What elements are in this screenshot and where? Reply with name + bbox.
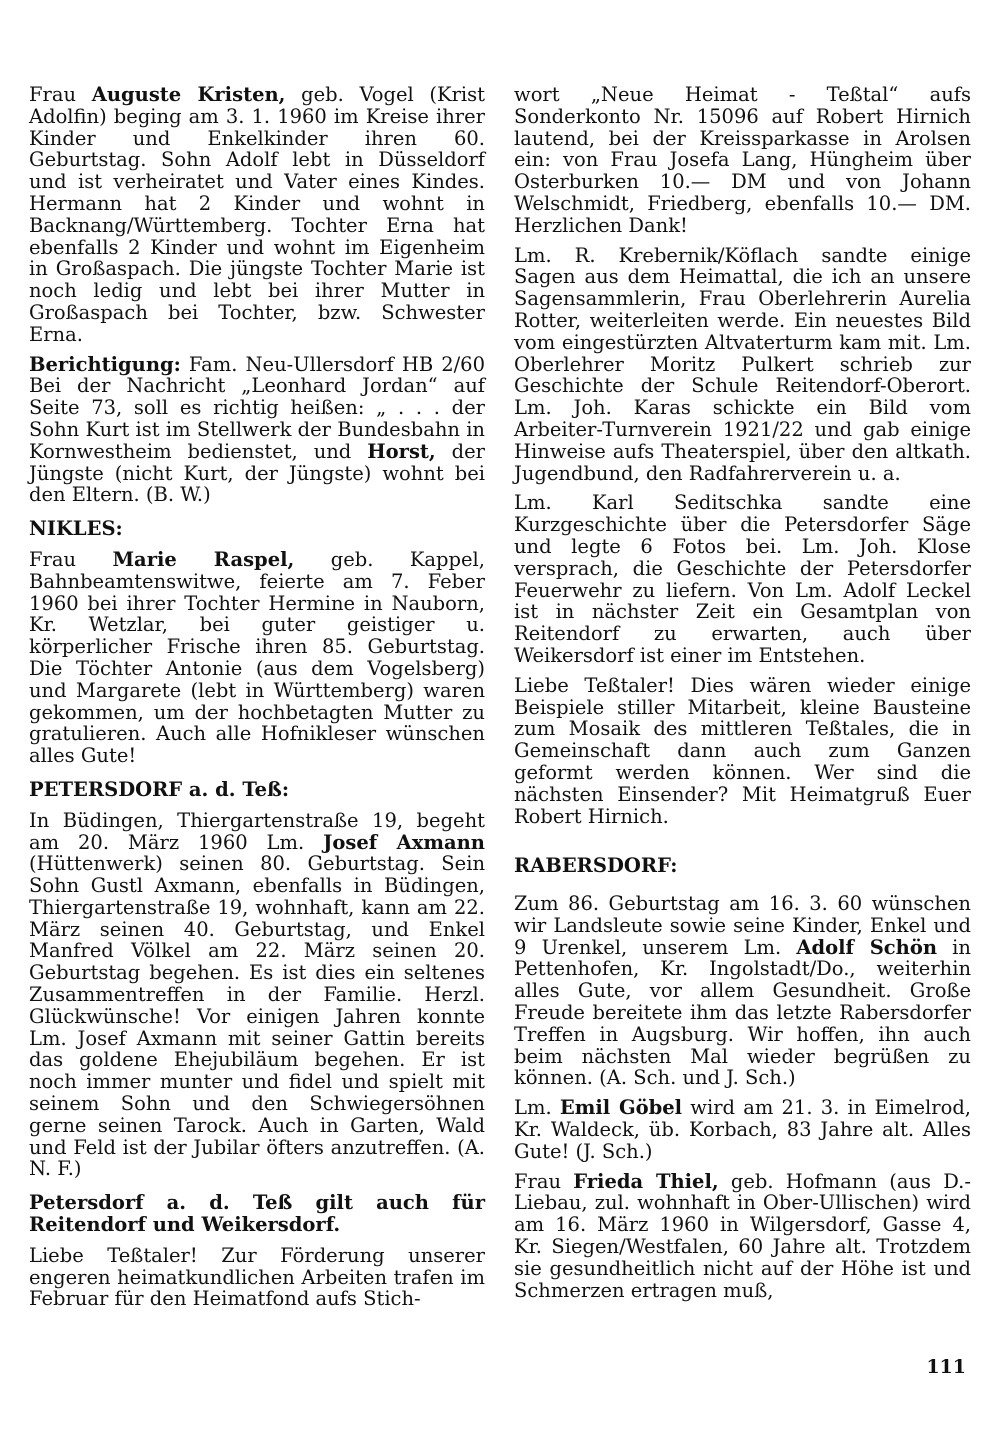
text: In Büdingen, Thiergartenstraße 19, begeht am 20. März 1960 Lm. <box>29 808 485 854</box>
person-name: Adolf Schön <box>796 935 938 959</box>
text: der Jüngste (nicht Kurt, der Jüngste) wohnt bei den Eltern. (B. W.) <box>29 439 485 507</box>
text: Fam. Neu-Ullersdorf HB 2/60 Bei der Nachricht „Leonhard Jordan“ auf Seite 73, soll es richtig heißen: „ . . . der Sohn Kurt ist im Stellwerk der Bundesbahn in Kornwestheim bedienstet, und <box>29 352 485 463</box>
text: Zum 86. Geburtstag am 16. 3. 60 wünschen wir Landsleute sowie seine Kinder, Enkel und 9 Urenkel, unserem Lm. <box>514 892 971 959</box>
paragraph-krebernik: Lm. R. Krebernik/Köflach sandte einige Sagen aus dem Heimattal, die ich an unsere Sagensammlerin, Frau Oberlehrerin Aurelia Rotter, weiterleiten werde. Ein neuestes Bild vom eingestürzten Altvaterturm kam mit. Lm. Oberlehrer Moritz Pulkert schrieb zur Geschichte der Schule Reitendorf-Oberort. Lm. Joh. Karas schickte ein Bild vom Arbeiter-Turnverein 1921/22 und gab einige Hinweise aufs Theaterspiel, über den altkath. Jugendbund, den Radfahrerverein u. a. <box>514 243 971 485</box>
person-name: Emil Göbel <box>559 1096 683 1120</box>
text: (Hüttenwerk) seinen 80. Geburtstag. Sein Sohn Gustl Axmann, ebenfalls in Büdingen, Thiergartenstraße 19, wohnhaft, kann am 22. März seinen 40. Geburtstag, und Enkel Manfred Völkel am 22. März seinen 20. Geburtstag begehen. Es ist dies ein seltenes Zusammentreffen in der Familie. Herzl. Glückwünsche! Vor einigen Jahren konnte Lm. Josef Axmann mit seiner Gattin bereits das goldene Ehejubiläum begehen. Er ist noch immer munter und fidel und spielt mit seinem Sohn und den Schwiegersöhnen gerne seinen Tarock. Auch in Garten, Wald und Feld ist der Jubilar öfters anzutreffen. (A. N. F.) <box>29 852 485 1181</box>
person-name: Horst, <box>367 439 436 463</box>
page-number: 111 <box>926 1356 966 1378</box>
text: geb. Vogel (Krist Adolfin) beging am 3. 1. 1960 im Kreise ihrer Kinder und Enkelkinder ihren 60. Geburtstag. Sohn Adolf lebt in Düsseldorf und ist verheiratet und Vater eines Kindes. Hermann hat 2 Kinder und wohnt in Backnang/Württemberg. Tochter Erna hat ebenfalls 2 Kinder und wohnt im Eigenheim in Großaspach. Die jüngste Tochter Marie ist noch ledig und lebt bei ihrer Mutter in Großaspach bei Tochter, bzw. Schwester Erna. <box>29 83 485 346</box>
text: Lm. <box>514 1096 560 1120</box>
text: wird am 21. 3. in Eimelrod, Kr. Waldeck, üb. Korbach, 83 Jahre alt. Alles Gute! (J. Sch.) <box>514 1096 971 1163</box>
heading-rabersdorf: RABERSDORF: <box>514 854 678 878</box>
paragraph-kristen <box>29 84 485 346</box>
paragraph-schoen <box>514 893 971 1089</box>
paragraph-liebe-tesstaler-1: Liebe Teßtaler! Zur Förderung unserer engeren heimatkundlichen Arbeiten trafen im Februar für den Heimatfond aufs Stich- <box>29 1243 485 1311</box>
heading-reitendorf: Petersdorf a. d. Teß gilt auch für Reitendorf und Weikersdorf. <box>29 1191 485 1237</box>
person-name: Josef Axmann <box>323 830 485 854</box>
paragraph-axmann <box>29 810 485 1181</box>
paragraph-thiel <box>514 1171 971 1302</box>
text: geb. Hofmann (aus D.-Liebau, zul. wohnhaft in Ober-Ullischen) wird am 16. März 1960 in Wilgersdorf, Gasse 4, Kr. Siegen/Westfalen, 60 Jahre alt. Trotzdem sie gesundheitlich nicht auf der Höhe ist und Schmerzen ertragen muß, <box>514 1169 971 1302</box>
correction-label: Berichtigung: <box>29 352 181 376</box>
paragraph-raspel <box>29 549 485 767</box>
paragraph-goebel <box>514 1097 971 1162</box>
text: Frau <box>29 83 92 106</box>
text: in Pettenhofen, Kr. Ingolstadt/Do., weiterhin alles Gute, vor allem Gesundheit. Große Freude bereitete ihm das letzte Rabersdorfer Treffen in Augsburg. Wir hoffen, ihn auch beim nächsten Mal wieder begrüßen zu können. (A. Sch. und J. Sch.) <box>514 935 971 1090</box>
person-name: Frieda Thiel, <box>573 1169 719 1193</box>
person-name: Marie Raspel, <box>112 547 295 571</box>
heading-petersdorf: PETERSDORF a. d. Teß: <box>29 777 290 801</box>
person-name: Auguste Kristen, <box>91 83 286 106</box>
paragraph-berichtigung <box>29 354 485 507</box>
paragraph-liebe-tesstaler-2: Liebe Teßtaler! Dies wären wieder einige Beispiele stiller Mitarbeit, kleine Bausteine zum Mosaik des mittleren Teßtales, die in Gemeinschaft dann auch zum Ganzen geformt werden können. Wer sind die nächsten Einsender? Mit Heimatgruß Euer Robert Hirnich. <box>514 673 971 828</box>
paragraph-seditschka: Lm. Karl Seditschka sandte eine Kurzgeschichte über die Petersdorfer Säge und legte 6 Fotos bei. Lm. Joh. Klose versprach, die Geschichte der Petersdorfer Feuerwehr zu liefern. Von Lm. Adolf Leckel ist in nächster Zeit ein Gesamtplan von Reitendorf zu erwarten, auch über Weikersdorf ist einer im Entstehen. <box>514 491 971 667</box>
text: Frau <box>29 547 113 571</box>
paragraph-stichwort: wort „Neue Heimat - Teßtal“ aufs Sonderkonto Nr. 15096 auf Robert Hirnich lautend, bei der Kreissparkasse in Arolsen ein: von Frau Josefa Lang, Hüngheim über Osterburken 10.— DM und von Johann Welschmidt, Friedberg, ebenfalls 10.— DM. Herzlichen Dank! <box>514 83 971 237</box>
right-column <box>514 84 971 1309</box>
text: geb. Kappel, Bahnbeamtenswitwe, feierte am 7. Feber 1960 bei ihrer Tochter Hermine in Nauborn, Kr. Wetzlar, bei guter geistiger u. körperlicher Frische ihren 85. Geburtstag. Die Töchter Antonie (aus dem Vogelsberg) und Margarete (lebt in Württemberg) waren gekommen, um der hochbetagten Mutter zu gratulieren. Auch alle Hofnikleser wünschen alles Gute! <box>29 547 485 768</box>
text: Frau <box>514 1169 574 1193</box>
left-column <box>29 84 485 1318</box>
heading-nikles: NIKLES: <box>29 517 123 541</box>
